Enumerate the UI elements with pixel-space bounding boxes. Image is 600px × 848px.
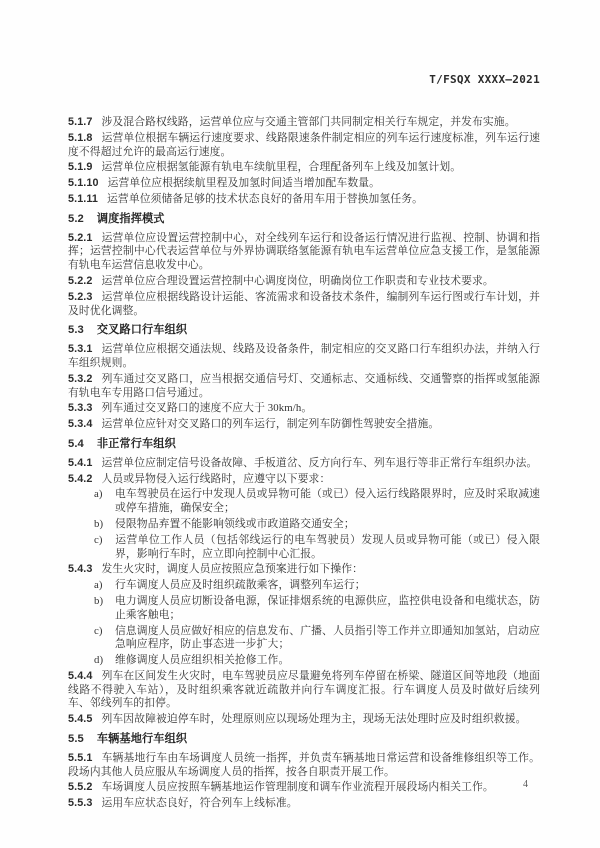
list-item <box>94 654 540 668</box>
document-body <box>68 116 540 813</box>
clause-paragraph <box>68 275 540 289</box>
list-item <box>94 625 540 653</box>
clause-number: 5.3.2 <box>68 372 93 385</box>
clause-paragraph <box>68 752 540 780</box>
page-number: 4 <box>523 779 528 790</box>
list-item <box>94 534 540 562</box>
list-item <box>94 518 540 532</box>
item-label: b) <box>94 594 104 607</box>
clause-paragraph <box>68 132 540 160</box>
clause-text: 运营单位须储备足够的技术状态良好的备用车用于替换加氢任务。 <box>107 192 424 205</box>
clause-text: 运营单位应根据线路设计运能、客流需求和设备技术条件，编制列车运行图或行车计划，并及时优化调整。 <box>68 290 540 317</box>
clause-paragraph <box>68 291 540 319</box>
clause-text: 行车调度人员应及时组织疏散乘客，调整列车运行； <box>115 579 366 592</box>
clause-number: 5.3.1 <box>68 343 93 356</box>
clause-text: 涉及混合路权线路，运营单位应与交通主管部门共同制定相关行车规定，并发布实施。 <box>101 116 516 128</box>
section-heading <box>68 438 540 452</box>
clause-text: 维修调度人员应组织相关抢修工作。 <box>115 654 290 667</box>
heading-title: 车辆基地行车组织 <box>96 733 188 746</box>
clause-number: 5.4.4 <box>68 669 93 682</box>
clause-text: 运营单位应根据交通法规、线路及设备条件，制定相应的交叉路口行车组织办法，并纳入行车组织规则。 <box>68 343 540 369</box>
clause-text: 发生火灾时，调度人员应按照应急预案进行如下操作： <box>101 563 364 576</box>
clause-text: 人员或异物侵入运行线路时，应遵守以下要求： <box>101 472 331 485</box>
section-heading <box>68 213 540 227</box>
clause-paragraph <box>68 670 540 711</box>
clause-paragraph <box>68 457 540 471</box>
list-item <box>94 579 540 593</box>
clause-paragraph <box>68 797 540 811</box>
section-heading <box>68 733 540 747</box>
clause-number: 5.3.4 <box>68 418 93 431</box>
clause-paragraph <box>68 373 540 401</box>
clause-paragraph <box>68 193 540 207</box>
clause-number: 5.1.11 <box>68 192 99 205</box>
clause-text: 列车通过交叉路口，应当根据交通信号灯、交通标志、交通标线、交通警察的指挥或氢能源有轨电车专用路口信号通过。 <box>68 372 540 399</box>
clause-text: 电力调度人员应切断设备电源，保证排烟系统的电源供应，监控供电设备和电缆状态，防止乘客触电； <box>115 594 540 621</box>
clause-paragraph <box>68 343 540 371</box>
clause-text: 列车因故障被迫停车时，处理原则应以现场处理为主，现场无法处理时应及时组织救援。 <box>101 713 527 726</box>
heading-title: 调度指挥模式 <box>96 212 165 225</box>
heading-title: 非正常行车组织 <box>96 437 176 450</box>
clause-text: 侵限物品弃置不能影响领线或市政道路交通安全； <box>115 517 355 530</box>
clause-text: 运营单位根据车辆运行速度要求、线路限速条件制定相应的列车运行速度标准，列车运行速度不得超过允许的最高运行速度。 <box>68 131 540 158</box>
heading-number: 5.2 <box>68 212 84 225</box>
heading-title: 交叉路口行车组织 <box>96 324 188 337</box>
clause-text: 运营单位应合理设置运营控制中心调度岗位，明确岗位工作职责和专业技术要求。 <box>101 274 494 287</box>
clause-paragraph <box>68 161 540 175</box>
clause-text: 运用车应状态良好，符合列车上线标准。 <box>101 797 298 810</box>
clause-number: 5.2.3 <box>68 290 93 303</box>
clause-number: 5.5.2 <box>68 781 93 794</box>
heading-number: 5.4 <box>68 437 84 450</box>
clause-text: 电车驾驶员在运行中发现人员或异物可能（或已）侵入运行线路限界时，应及时采取减速或停车措施，确保安全； <box>115 488 540 515</box>
clause-paragraph <box>68 563 540 577</box>
item-label: c) <box>94 533 103 546</box>
document-code-header: T/FSQX XXXX—2021 <box>429 73 540 86</box>
clause-paragraph <box>68 116 540 130</box>
item-label: d) <box>94 654 104 667</box>
clause-text: 运营单位应制定信号设备故障、手板道岔、反方向行车、列车退行等非正常行车组织办法。 <box>101 456 538 469</box>
clause-text: 车辆基地行车由车场调度人员统一指挥，并负责车辆基地日常运营和设备维修组织等工作。段场内其他人员应服从车场调度人员的指挥，按各自职责开展工作。 <box>68 751 540 778</box>
clause-number: 5.1.9 <box>68 161 93 174</box>
clause-number: 5.5.1 <box>68 751 93 764</box>
list-item <box>94 595 540 623</box>
item-label: a) <box>94 579 103 592</box>
clause-paragraph <box>68 177 540 191</box>
clause-number: 5.3.3 <box>68 402 93 415</box>
clause-paragraph <box>68 713 540 727</box>
section-heading <box>68 324 540 338</box>
clause-text: 运营单位应根据续航里程及加氢时间适当增加配车数量。 <box>107 177 381 190</box>
clause-number: 5.1.10 <box>68 177 99 190</box>
clause-text: 列车在区间发生火灾时，电车驾驶员应尽量避免将列车停留在桥梁、隧道区间等地段（地面线路不得驶入车站），及时组织乘客就近疏散并向行车调度汇报。行车调度人员及时做好后续列车、邻线列车的扣停。 <box>68 669 540 710</box>
clause-paragraph <box>68 473 540 487</box>
clause-number: 5.4.3 <box>68 563 93 576</box>
clause-number: 5.4.2 <box>68 472 93 485</box>
clause-number: 5.5.3 <box>68 797 93 810</box>
item-label: a) <box>94 488 103 501</box>
clause-number: 5.1.7 <box>68 116 93 128</box>
clause-text: 列车通过交叉路口的速度不应大于 30km/h。 <box>101 402 313 415</box>
clause-text: 运营单位应根据氢能源有轨电车续航里程，合理配备列车上线及加氢计划。 <box>101 161 462 174</box>
clause-number: 5.4.5 <box>68 713 93 726</box>
clause-text: 运营单位应针对交叉路口的列车运行，制定列车防御性驾驶安全措施。 <box>101 418 440 431</box>
clause-paragraph <box>68 402 540 416</box>
clause-number: 5.4.1 <box>68 456 93 469</box>
heading-number: 5.3 <box>68 324 84 337</box>
clause-number: 5.2.2 <box>68 274 93 287</box>
item-label: c) <box>94 624 103 637</box>
clause-paragraph <box>68 232 540 273</box>
clause-paragraph <box>68 781 540 795</box>
clause-text: 运营单位应设置运营控制中心，对全线列车运行和设备运行情况进行监视、控制、协调和指挥；运营控制中心代表运营单位与外界协调联络氢能源有轨电车运营单位应急支援工作，是氢能源有轨电车运营信息收发中心。 <box>68 231 540 272</box>
heading-number: 5.5 <box>68 733 84 746</box>
clause-paragraph <box>68 418 540 432</box>
clause-number: 5.1.8 <box>68 131 93 144</box>
clause-text: 车场调度人员应按照车辆基地运作管理制度和调车作业流程开展段场内相关工作。 <box>101 781 494 794</box>
item-label: b) <box>94 517 104 530</box>
clause-text: 信息调度人员应做好相应的信息发布、广播、人员指引等工作并立即通知加氢站，启动应急响应程序，防止事态进一步扩大； <box>115 624 540 651</box>
clause-number: 5.2.1 <box>68 231 93 244</box>
clause-text: 运营单位工作人员（包括邻线运行的电车驾驶员）发现人员或异物可能（或已）侵入限界，影响行车时，应立即向控制中心汇报。 <box>115 533 540 560</box>
list-item <box>94 488 540 516</box>
